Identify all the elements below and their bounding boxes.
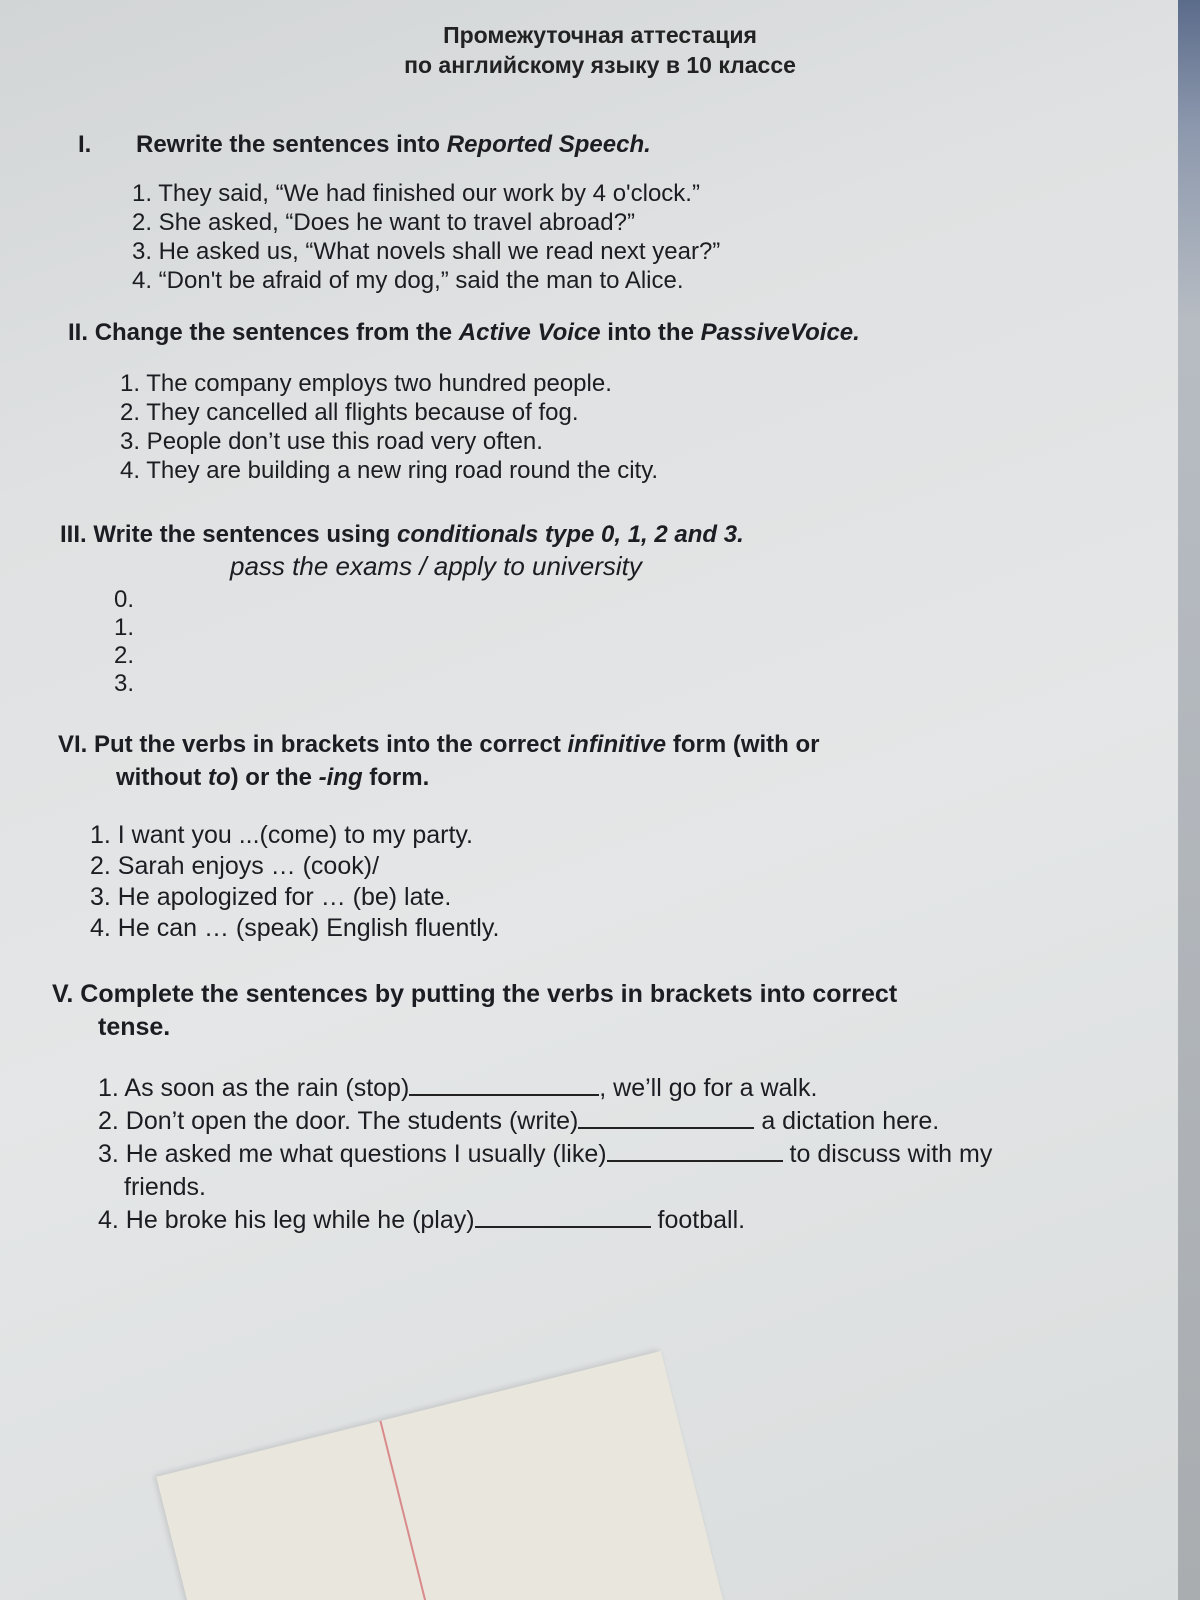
section-3-list <box>114 586 744 698</box>
answer-blank[interactable] <box>607 1140 783 1162</box>
section-1-heading: I. Rewrite the sentences into Reported Speech. <box>78 128 720 161</box>
section-4-heading-line-2: without to) or the -ing form. <box>116 764 430 791</box>
list-item: 2. She asked, “Does he want to travel abroad?” <box>132 209 635 236</box>
list-item: 1. As soon as the rain (stop) , we’ll go for a walk. <box>98 1074 818 1102</box>
list-item: 2. <box>114 642 135 669</box>
section-2-list <box>120 369 860 485</box>
answer-blank[interactable] <box>578 1107 754 1129</box>
list-item: 3. People don’t use this road very often. <box>120 428 543 455</box>
title-line-1: Промежуточная аттестация <box>443 22 757 48</box>
list-item: 1. They said, “We had finished our work by 4 o'clock.” <box>132 180 700 207</box>
answer-blank[interactable] <box>475 1206 651 1228</box>
index-card <box>156 1351 723 1600</box>
list-item: 2. Don’t open the door. The students (write) a dictation here. <box>98 1107 940 1135</box>
section-3 <box>60 518 744 698</box>
section-5-heading: V. Complete the sentences by putting the verbs in brackets into correct <box>52 980 898 1008</box>
answer-blank[interactable] <box>409 1074 599 1096</box>
background-edge <box>1178 0 1200 1600</box>
page-title <box>300 20 900 80</box>
title-line-2: по английскому языку в 10 классе <box>404 52 796 78</box>
section-4-list <box>90 820 819 944</box>
section-4-number: VI. <box>58 731 88 758</box>
section-3-number: III. <box>60 521 87 548</box>
list-item: 2. Sarah enjoys … (cook)/ <box>90 852 380 880</box>
section-4-heading: VI. Put the verbs in brackets into the correct infinitive form (with or <box>58 731 820 758</box>
section-2-heading: II. Change the sentences from the Active Voice into the PassiveVoice. <box>68 319 860 346</box>
list-item: 4. They are building a new ring road round the city. <box>120 457 659 484</box>
list-item: 1. The company employs two hundred people. <box>120 370 612 397</box>
list-item: 3. He apologized for … (be) late. <box>90 883 452 911</box>
list-item: 0. <box>114 586 135 613</box>
section-4 <box>58 728 819 944</box>
list-item: 3. He asked us, “What novels shall we read next year?” <box>132 238 721 265</box>
section-5-heading-line-2: tense. <box>98 1013 171 1041</box>
list-item: 1. I want you ...(come) to my party. <box>90 821 473 849</box>
section-1-number: I. <box>78 131 92 158</box>
list-item-wrap: friends. <box>124 1173 206 1201</box>
list-item: 3. He asked me what questions I usually (like) to discuss with my <box>98 1140 993 1168</box>
section-2 <box>68 316 860 485</box>
list-item: 2. They cancelled all flights because of fog. <box>120 399 579 426</box>
list-item: 4. “Don't be afraid of my dog,” said the man to Alice. <box>132 267 684 294</box>
list-item: 1. <box>114 614 135 641</box>
section-3-heading: III. Write the sentences using conditionals type 0, 1, 2 and 3. <box>60 521 744 548</box>
list-item: 3. <box>114 670 135 697</box>
section-1-list <box>132 179 720 295</box>
list-item: 4. He broke his leg while he (play) football. <box>98 1206 746 1234</box>
card-margin-line <box>379 1421 444 1600</box>
section-5-number: V. <box>52 980 74 1008</box>
list-item: 4. He can … (speak) English fluently. <box>90 914 500 942</box>
section-2-number: II. <box>68 319 89 346</box>
section-5-list <box>98 1072 992 1237</box>
section-1 <box>78 128 720 295</box>
section-5 <box>52 978 992 1237</box>
section-3-hint: pass the exams / apply to university <box>230 551 642 581</box>
